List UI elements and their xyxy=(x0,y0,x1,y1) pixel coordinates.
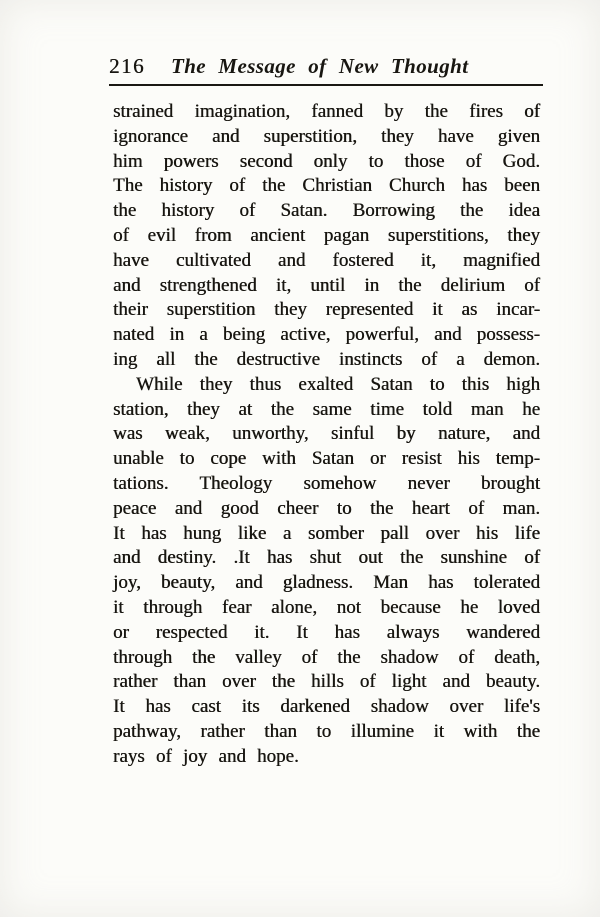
text-line: rather than over the hills of light and beauty. xyxy=(113,671,540,693)
running-title: The Message of New Thought xyxy=(171,54,469,78)
text-line: It has cast its darkened shadow over life's xyxy=(113,696,540,718)
text-line: him powers second only to those of God. xyxy=(113,150,540,172)
text-line: and strengthened it, until in the delirium of xyxy=(113,274,540,296)
text-line: station, they at the same time told man he xyxy=(113,398,540,420)
paragraph xyxy=(113,373,540,770)
text-line: rays of joy and hope. xyxy=(113,745,299,767)
text-line: it through fear alone, not because he loved xyxy=(113,596,540,618)
text-line: tations. Theology somehow never brought xyxy=(113,472,540,494)
text-line: unable to cope with Satan or resist his temp- xyxy=(113,448,540,470)
text-line: It has hung like a somber pall over his life xyxy=(113,522,540,544)
text-line: ignorance and superstition, they have given xyxy=(113,125,540,147)
text-line: nated in a being active, powerful, and possess- xyxy=(113,324,540,346)
text-line: and destiny. .It has shut out the sunshine of xyxy=(113,547,540,569)
text-line: of evil from ancient pagan superstitions, they xyxy=(113,224,540,246)
text-line: or respected it. It has always wandered xyxy=(113,621,540,643)
text-line: peace and good cheer to the heart of man. xyxy=(113,497,540,519)
text-line: through the valley of the shadow of death, xyxy=(113,646,540,668)
page-number: 216 xyxy=(109,54,145,78)
page-header xyxy=(109,0,543,86)
text-line: The history of the Christian Church has been xyxy=(113,175,540,197)
page-body xyxy=(113,100,540,770)
paragraph xyxy=(113,100,540,373)
text-line: their superstition they represented it as incar- xyxy=(113,299,540,321)
text-line: pathway, rather than to illumine it with the xyxy=(113,720,540,742)
text-line: was weak, unworthy, sinful by nature, and xyxy=(113,423,540,445)
text-line: have cultivated and fostered it, magnified xyxy=(113,249,540,271)
text-line: strained imagination, fanned by the fires of xyxy=(113,101,540,122)
text-line: joy, beauty, and gladness. Man has tolerated xyxy=(113,572,540,594)
text-line: While they thus exalted Satan to this high xyxy=(136,373,540,395)
text-line: ing all the destructive instincts of a demon. xyxy=(113,348,540,370)
text-line: the history of Satan. Borrowing the idea xyxy=(113,200,540,222)
